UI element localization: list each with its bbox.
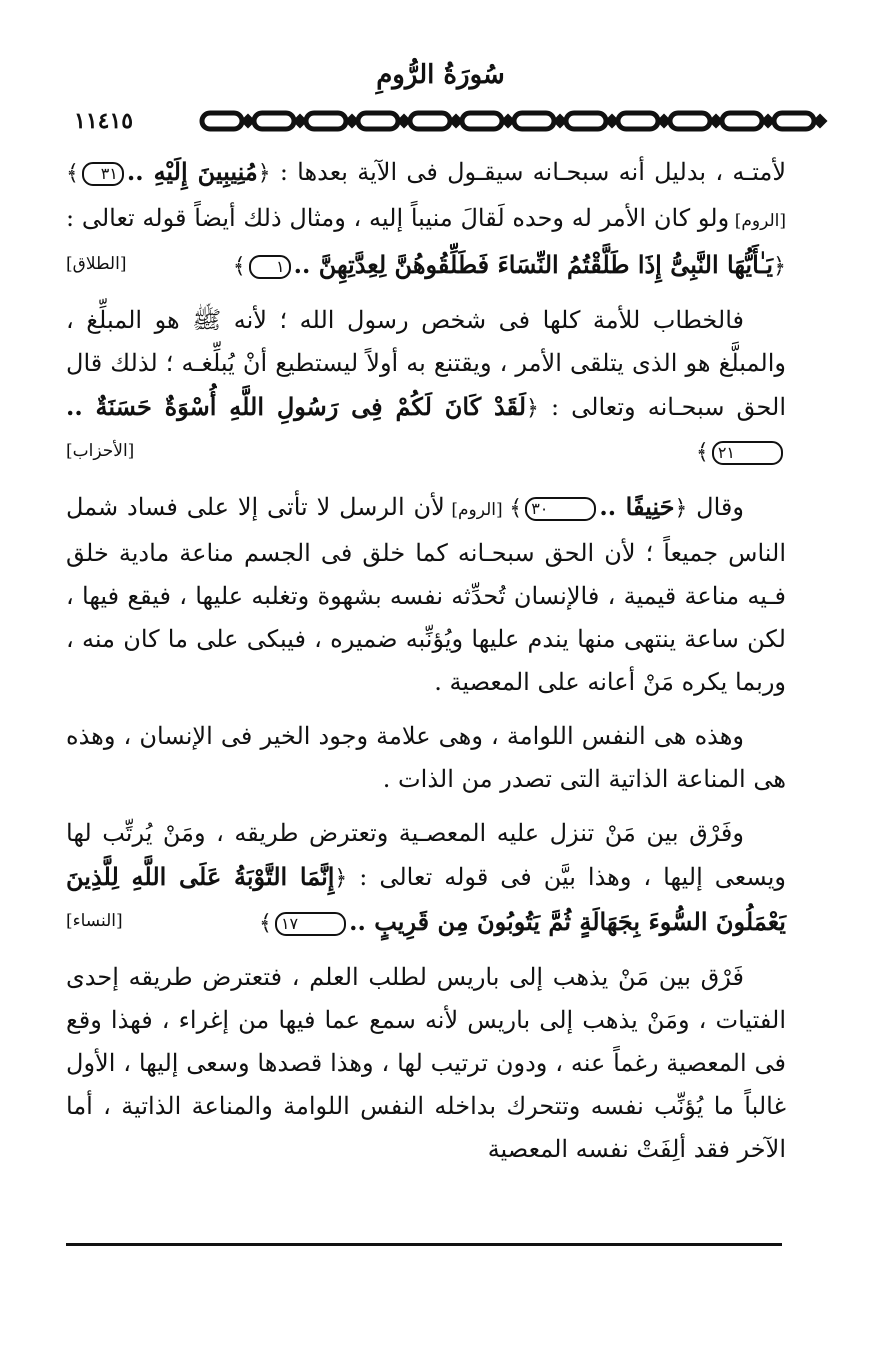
para-3 bbox=[66, 485, 786, 704]
ayah-number-badge: ١٧ bbox=[275, 912, 346, 936]
page-number: ١١٤١٥ bbox=[52, 104, 139, 138]
body-text-span: ولو كان الأمر له وحده لَقالَ منيباً إليه ، ومثال ذلك أيضاً قوله تعالى : bbox=[66, 204, 730, 232]
body-text-span: وهذه هى النفس اللوامة ، وهى علامة وجود الخير فى الإنسان ، وهذه هى المناعة الذاتية التى تصدر من الذات . bbox=[66, 722, 786, 793]
surah-reference: [الروم] bbox=[444, 500, 510, 520]
para-4 bbox=[66, 715, 786, 801]
surah-reference: [الأحزاب] bbox=[66, 441, 135, 461]
para-6 bbox=[66, 956, 786, 1171]
body-text-span: وفَرْق بين مَنْ تنزل عليه المعصـية وتعترض طريقه ، ومَنْ يُرتِّب لها ويسعى إليها ، وهذا بيَّن فى قوله تعالى : bbox=[66, 819, 786, 891]
quran-verse: مُنِيبِينَ إِلَيْهِ .. bbox=[126, 157, 258, 186]
quran-open-brace: ﴿ bbox=[526, 396, 539, 421]
body-text-span: لأمتـه ، بدليل أنه سبحـانه سيقـول فى الآية بعدها : bbox=[270, 158, 787, 186]
ayah-number-badge: ٣١ bbox=[82, 162, 124, 186]
quran-close-brace: ﴾ bbox=[695, 440, 709, 465]
quran-open-brace: ﴿ bbox=[334, 866, 348, 891]
ayah-number-badge: ١ bbox=[249, 255, 291, 279]
body-text bbox=[66, 150, 786, 1182]
quran-verse: حَنِيفًا .. bbox=[599, 492, 675, 521]
quran-verse: لَقَدْ كَانَ لَكُمْ فِى رَسُولِ اللَّهِ أُسْوَةٌ حَسَنَةٌ .. bbox=[66, 392, 527, 421]
quran-verse: يَـٰأَيُّهَا النَّبِىُّ إِذَا طَلَّقْتُمُ النِّسَاءَ فَطَلِّقُوهُنَّ لِعِدَّتِهِنَّ .. bbox=[293, 250, 774, 279]
para-2 bbox=[66, 299, 786, 474]
para-5 bbox=[66, 812, 786, 945]
ayah-number-badge: ٢١ bbox=[712, 441, 783, 465]
surah-reference: [الطلاق] bbox=[66, 254, 127, 274]
body-text-span: لأن الرسل لا تأتى إلا على فساد شمل الناس جميعاً ؛ لأن الحق سبحـانه كما خلق فى الجسم مناعة مادية خلق فـيه مناعة قيمية ، فالإنسان تُحدِّثه نفسه بشهوة وتغلبه عليها ، فيقع فيها ، لكن ساعة ينتهى منها يندم عليها ويُؤنِّبه ضميره ، فيبكى على ما كان منه ، وربما يكره مَنْ أعانه على المعصية . bbox=[66, 493, 786, 696]
body-text-span: وقال bbox=[687, 493, 744, 521]
quran-open-brace: ﴿ bbox=[257, 161, 271, 186]
ayah-number-badge: ٣٠ bbox=[525, 497, 596, 521]
quran-close-brace: ﴾ bbox=[509, 496, 523, 521]
quran-close-brace: ﴾ bbox=[259, 911, 272, 936]
body-text-span: فالخطاب للأمة كلها فى شخص رسول الله ؛ لأنه ﷺ هو المبلِّغ ، والمبلَّغ هو الذى يتلقى الأمر ، ويقتنع به أولاً ليستطيع أنْ يُبلِّغـه ؛ لذلك قال الحق سبحـانه وتعالى : bbox=[66, 306, 786, 421]
quran-open-brace: ﴿ bbox=[674, 496, 688, 521]
quran-close-brace: ﴾ bbox=[66, 161, 79, 186]
body-text-span: فَرْق بين مَنْ يذهب إلى باريس لطلب العلم ، فتعترض طريقه إحدى الفتيات ، ومَنْ يذهب إلى باريس لأنه سمع عما فيها من إغراء ، فهذا وقع فى المعصية رغماً عنه ، ودون ترتيب لها ، وهذا قصدها وسعى إليها ، الأول غالباً ما يُؤنِّب نفسه وتتحرك بداخله النفس اللوامة والمناعة الذاتية ، أما الآخر فقد ألِفَتْ نفسه المعصية bbox=[66, 963, 786, 1163]
surah-reference: [الروم] bbox=[729, 211, 787, 231]
footer-rule bbox=[66, 1243, 782, 1246]
header-ornament-band bbox=[52, 104, 832, 138]
quran-open-brace: ﴿ bbox=[773, 254, 786, 279]
quran-verse: إِنَّمَا التَّوْبَةُ عَلَى اللَّهِ لِلَّذِينَ يَعْمَلُونَ السُّوءَ بِجَهَالَةٍ ثُمَّ يَتُوبُونَ مِن قَرِيبٍ .. bbox=[66, 862, 786, 936]
surah-reference: [النساء] bbox=[66, 911, 123, 931]
para-1 bbox=[66, 150, 786, 288]
surah-title: سُورَةُ الرُّومِ bbox=[376, 60, 505, 90]
quran-close-brace: ﴾ bbox=[232, 254, 246, 279]
